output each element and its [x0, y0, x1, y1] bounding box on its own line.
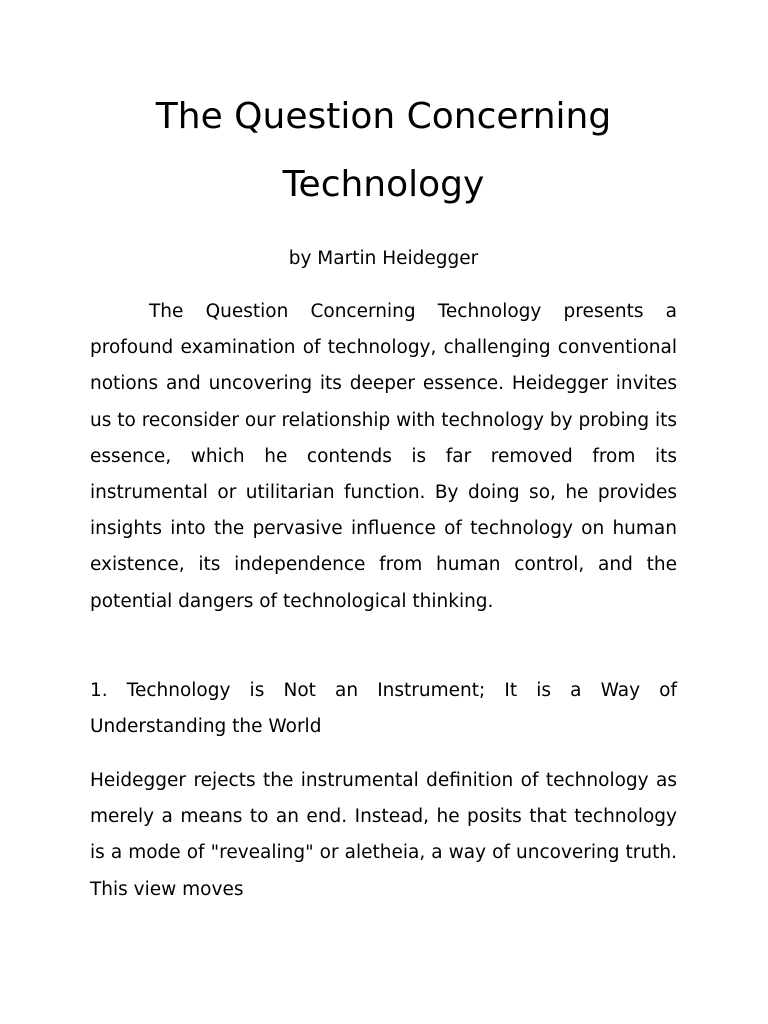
section-heading: 1. Technology is Not an Instrument; It is a Way of Understanding the World [90, 680, 677, 738]
section-paragraph: Heidegger rejects the instrumental definition of technology as merely a means to an end. Instead, he posits that technology is a mode of "revealing" or aletheia, a way of uncovering truth. This view moves [90, 770, 677, 900]
author-line: by Martin Heidegger [288, 248, 479, 269]
document-title: The Question Concerning Technology [155, 96, 612, 205]
intro-paragraph: The Question Concerning Technology presents a profound examination of technology, challenging conventional notions and uncovering its deeper essence. Heidegger invites us to reconsider our relationship with technology by probing its essence, which he contends is far removed from its instrumental or utilitarian function. By doing so, he provides insights into the pervasive influence of technology on human existence, its independence from human control, and the potential dangers of technological thinking. [90, 301, 677, 612]
